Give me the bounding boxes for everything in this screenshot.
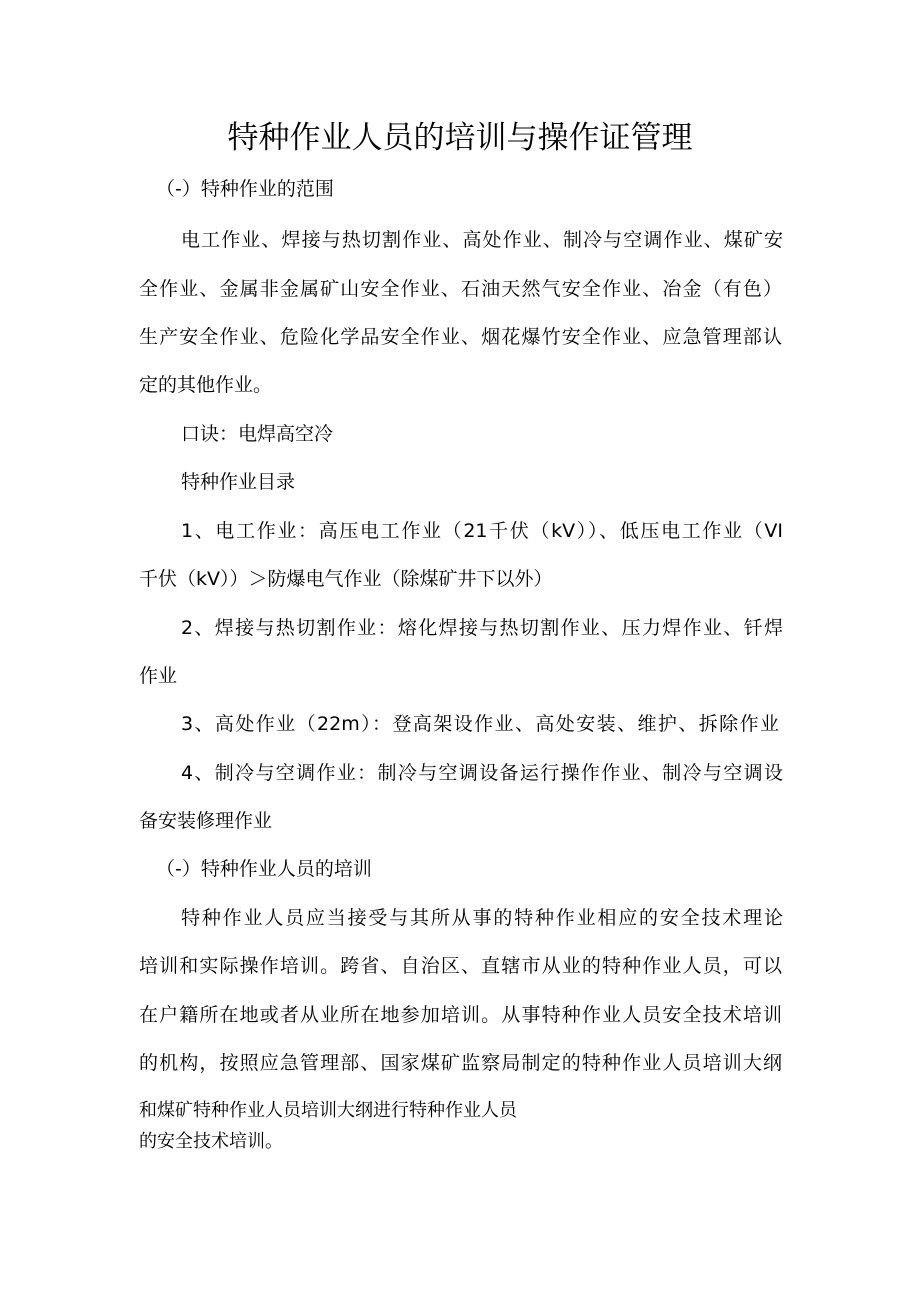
document-title: 特种作业人员的培训与操作证管理: [227, 120, 693, 156]
catalog-item-1-line-2: 千伏（kV））＞防爆电气作业（除煤矿井下以外）: [139, 568, 553, 590]
training-paragraph-line-5: 和煤矿特种作业人员培训大纲进行特种作业人员: [139, 1100, 517, 1121]
scope-paragraph-line-2: 全作业、金属非金属矿山安全作业、石油天然气安全作业、冶金（有色）: [139, 278, 782, 300]
catalog-item-3: 3、高处作业（22m）：登高架设作业、高处安装、维护、拆除作业: [181, 713, 779, 735]
section-heading-training: （-）特种作业人员的培训: [156, 858, 372, 880]
training-paragraph-line-1: 特种作业人员应当接受与其所从事的特种作业相应的安全技术理论: [181, 907, 783, 929]
catalog-item-2-line-2: 作业: [139, 665, 178, 687]
training-paragraph-line-6: 的安全技术培训。: [139, 1131, 283, 1152]
catalog-item-4-line-2: 备安装修理作业: [139, 810, 273, 832]
training-paragraph-line-2: 培训和实际操作培训。跨省、自治区、直辖市从业的特种作业人员，可以: [139, 955, 782, 977]
training-paragraph-line-3: 在户籍所在地或者从业所在地参加培训。从事特种作业人员安全技术培训: [139, 1004, 782, 1026]
catalog-item-1-line-1: 1、电工作业：高压电工作业（21千伏（kV））、低压电工作业（VI: [181, 520, 783, 542]
mnemonic-text: 口诀：电焊高空冷: [181, 423, 334, 445]
catalog-title: 特种作业目录: [181, 471, 296, 493]
scope-paragraph-line-4: 定的其他作业。: [139, 374, 273, 396]
catalog-item-4-line-1: 4、制冷与空调作业：制冷与空调设备运行操作作业、制冷与空调设: [181, 762, 783, 784]
scope-paragraph-line-1: 电工作业、焊接与热切割作业、高处作业、制冷与空调作业、煤矿安: [181, 229, 783, 251]
training-paragraph-line-4: 的机构，按照应急管理部、国家煤矿监察局制定的特种作业人员培训大纲: [139, 1052, 782, 1074]
catalog-item-2-line-1: 2、焊接与热切割作业：熔化焊接与热切割作业、压力焊作业、钎焊: [181, 617, 783, 639]
section-heading-scope: （-）特种作业的范围: [156, 178, 334, 200]
scope-paragraph-line-3: 生产安全作业、危险化学品安全作业、烟花爆竹安全作业、应急管理部认: [139, 326, 782, 348]
